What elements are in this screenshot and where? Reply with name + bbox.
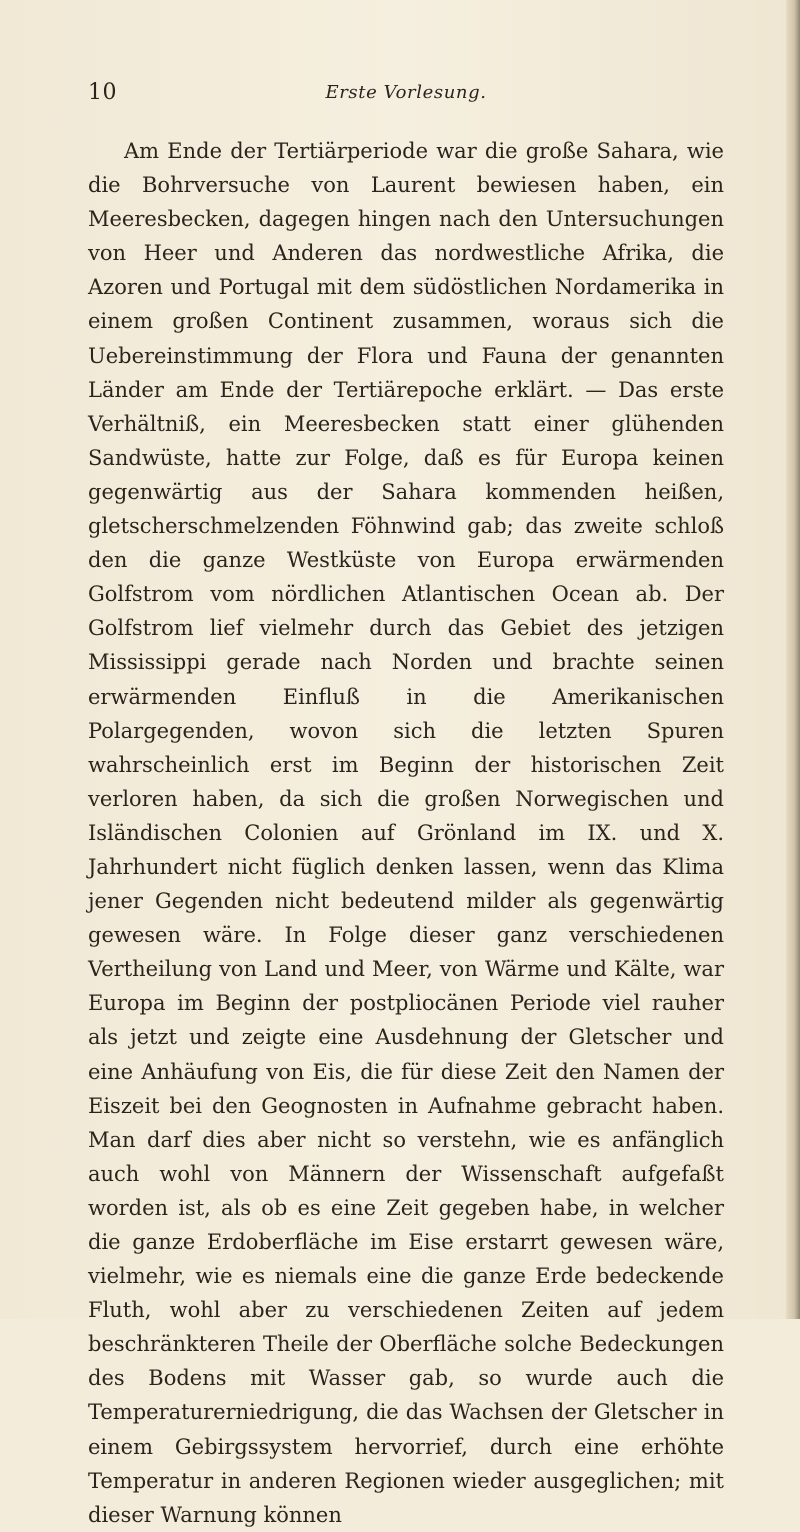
page-edge-shadow: [786, 0, 800, 1319]
body-paragraph: Am Ende der Tertiärperiode war die große Sahara, wie die Bohrversuche von Laurent bewiesen haben, ein Meeresbecken, dagegen hingen nach den Untersuchungen von Heer und Anderen das nordwestliche Afrika, die Azoren und Portugal mit dem südöstlichen Nordamerika in einem großen Continent zusammen, woraus sich die Uebereinstimmung der Flora und Fauna der genannten Länder am Ende der Tertiärepoche erklärt. — Das erste Verhältniß, ein Meeresbecken statt einer glühenden Sandwüste, hatte zur Folge, daß es für Europa keinen gegenwärtig aus der Sahara kommenden heißen, gletscherschmelzenden Föhnwind gab; das zweite schloß den die ganze Westküste von Europa erwärmenden Golfstrom vom nördlichen Atlantischen Ocean ab. Der Golfstrom lief vielmehr durch das Gebiet des jetzigen Mississippi gerade nach Norden und brachte seinen erwärmenden Einfluß in die Amerikanischen Polargegenden, wovon sich die letzten Spuren wahrscheinlich erst im Beginn der historischen Zeit verloren haben, da sich die großen Norwegischen und Isländischen Colonien auf Grönland im IX. und X. Jahrhundert nicht füglich denken lassen, wenn das Klima jener Gegenden nicht bedeutend milder als gegenwärtig gewesen wäre. In Folge dieser ganz verschiedenen Vertheilung von Land und Meer, von Wärme und Kälte, war Europa im Beginn der postpliocänen Periode viel rauher als jetzt und zeigte eine Ausdehnung der Gletscher und eine Anhäufung von Eis, die für diese Zeit den Namen der Eiszeit bei den Geognosten in Aufnahme gebracht haben. Man darf dies aber nicht so verstehn, wie es anfänglich auch wohl von Männern der Wissenschaft aufgefaßt worden ist, als ob es eine Zeit gegeben habe, in welcher die ganze Erdoberfläche im Eise erstarrt gewesen wäre, vielmehr, wie es niemals eine die ganze Erde bedeckende Fluth, wohl aber zu verschiedenen Zeiten auf jedem beschränkteren Theile der Oberfläche solche Bedeckungen des Bodens mit Wasser gab, so wurde auch die Temperaturerniedrigung, die das Wachsen der Gletscher in einem Gebirgssystem hervorrief, durch eine erhöhte Temperatur in anderen Regionen wieder ausgeglichen; mit dieser Warnung können: [88, 139, 724, 1527]
page-header: [88, 80, 724, 110]
page-number: 10: [88, 80, 117, 105]
running-title: Erste Vorlesung.: [325, 82, 487, 103]
